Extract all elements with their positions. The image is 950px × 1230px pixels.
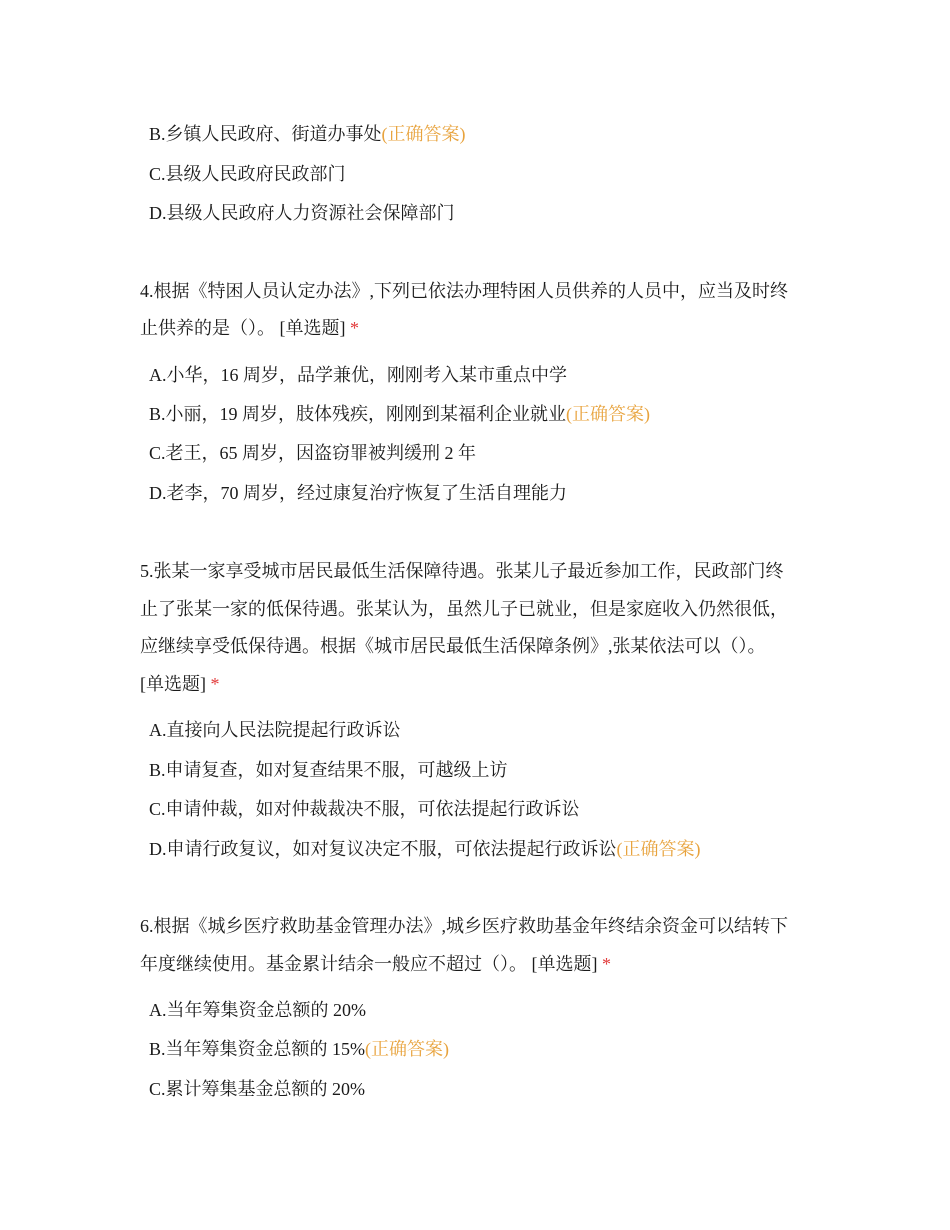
q4-option-d[interactable] bbox=[149, 481, 567, 505]
q6-stem-line-2: 年度继续使用。基金累计结余一般应不超过（）。 [单选题] * bbox=[140, 954, 611, 974]
q5-stem-line-4: [单选题] * bbox=[140, 674, 220, 694]
q3-option-b[interactable] bbox=[149, 122, 466, 146]
q6-stem-line-1: 6.根据《城乡医疗救助基金管理办法》,城乡医疗救助基金年终结余资金可以结转下 bbox=[140, 916, 788, 936]
option-text: B.申请复查，如对复查结果不服，可越级上访 bbox=[149, 760, 508, 780]
q6-option-a[interactable] bbox=[149, 998, 366, 1022]
required-mark: * bbox=[602, 954, 611, 974]
correct-answer-tag: (正确答案) bbox=[616, 839, 701, 859]
q5-option-b[interactable] bbox=[149, 758, 508, 782]
q4-stem-line-2: 止供养的是（）。 [单选题] * bbox=[140, 318, 359, 338]
q3-option-c[interactable] bbox=[149, 162, 346, 186]
q4-option-b[interactable] bbox=[149, 402, 650, 426]
option-text: B.小丽，19 周岁，肢体残疾，刚刚到某福利企业就业 bbox=[149, 404, 567, 424]
required-mark: * bbox=[210, 674, 220, 694]
q5-option-d[interactable] bbox=[149, 837, 701, 861]
option-text: D.申请行政复议，如对复议决定不服，可依法提起行政诉讼 bbox=[149, 839, 617, 859]
q4-option-a[interactable] bbox=[149, 363, 567, 387]
q6-option-c[interactable] bbox=[149, 1077, 365, 1101]
option-text: C.申请仲裁，如对仲裁裁决不服，可依法提起行政诉讼 bbox=[149, 799, 580, 819]
correct-answer-tag: (正确答案) bbox=[566, 404, 651, 424]
q4-option-c[interactable] bbox=[149, 441, 476, 465]
option-text: A.当年筹集资金总额的 20% bbox=[149, 1000, 366, 1020]
required-mark: * bbox=[350, 318, 359, 338]
option-text: A.直接向人民法院提起行政诉讼 bbox=[149, 720, 401, 740]
option-text: B.当年筹集资金总额的 15% bbox=[149, 1039, 365, 1059]
q5-option-a[interactable] bbox=[149, 718, 401, 742]
correct-answer-tag: (正确答案) bbox=[381, 124, 466, 144]
correct-answer-tag: (正确答案) bbox=[365, 1039, 449, 1059]
option-text: D.老李，70 周岁，经过康复治疗恢复了生活自理能力 bbox=[149, 483, 567, 503]
option-text: C.县级人民政府民政部门 bbox=[149, 164, 346, 184]
q4-stem-line-1: 4.根据《特困人员认定办法》,下列已依法办理特困人员供养的人员中，应当及时终 bbox=[140, 281, 788, 301]
q5-stem-line-3: 应继续享受低保待遇。根据《城市居民最低生活保障条例》,张某依法可以（）。 bbox=[140, 636, 766, 656]
option-text: C.累计筹集基金总额的 20% bbox=[149, 1079, 365, 1099]
q5-stem-line-1: 5.张某一家享受城市居民最低生活保障待遇。张某儿子最近参加工作，民政部门终 bbox=[140, 561, 784, 581]
option-text: C.老王，65 周岁，因盗窃罪被判缓刑 2 年 bbox=[149, 443, 477, 463]
option-text: A.小华，16 周岁，品学兼优，刚刚考入某市重点中学 bbox=[149, 365, 567, 385]
q5-option-c[interactable] bbox=[149, 797, 580, 821]
q3-option-d[interactable] bbox=[149, 201, 455, 225]
option-text: D.县级人民政府人力资源社会保障部门 bbox=[149, 203, 455, 223]
q5-stem-line-2: 止了张某一家的低保待遇。张某认为，虽然儿子已就业，但是家庭收入仍然很低， bbox=[140, 599, 788, 619]
q6-option-b[interactable] bbox=[149, 1037, 449, 1061]
option-text: B.乡镇人民政府、街道办事处 bbox=[149, 124, 382, 144]
